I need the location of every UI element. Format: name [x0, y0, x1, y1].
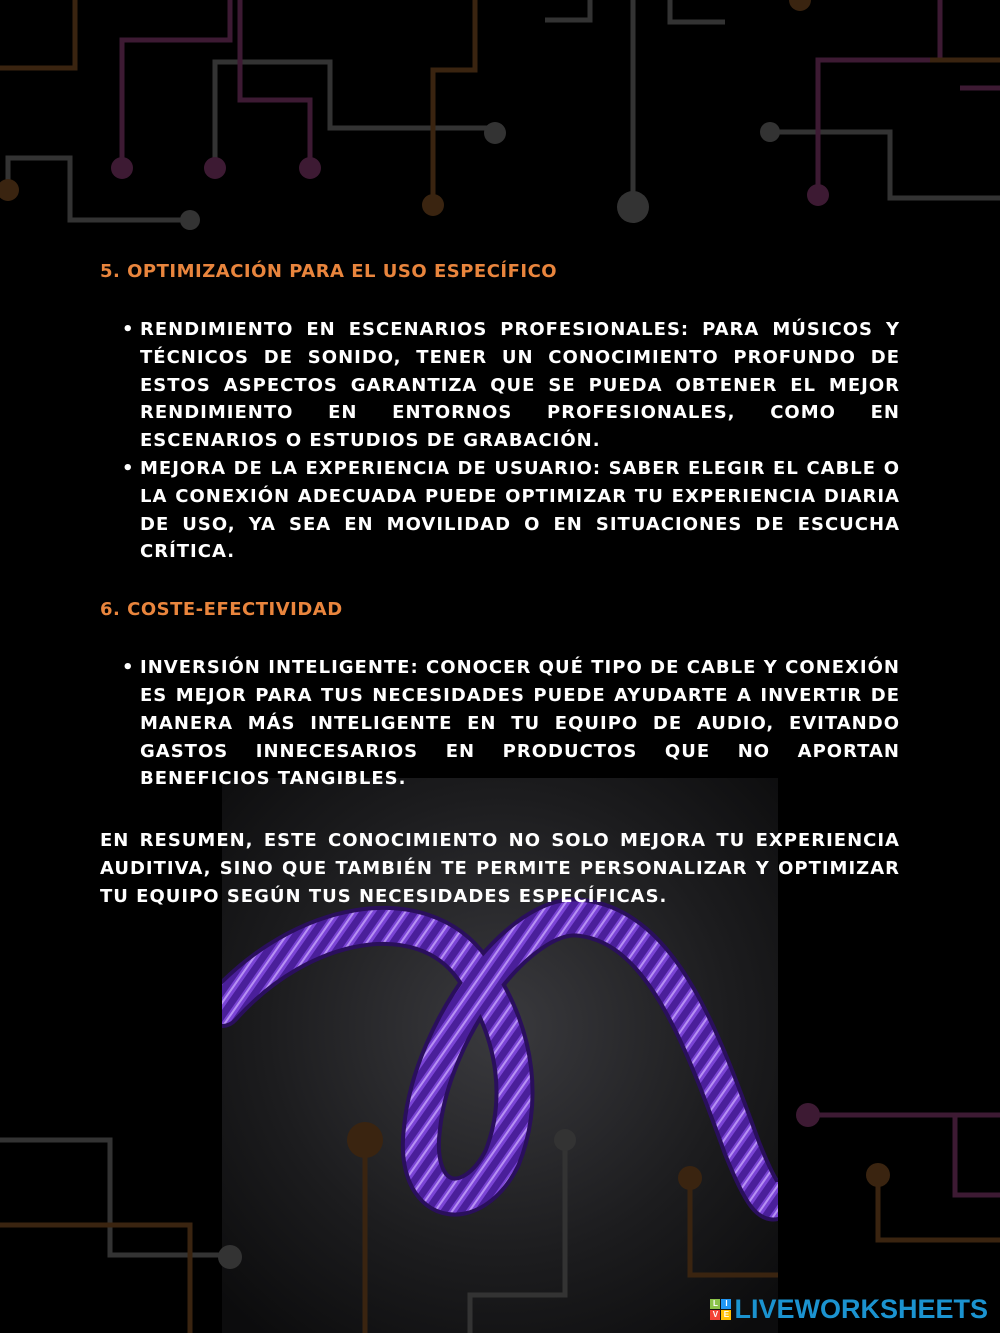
summary-paragraph: EN RESUMEN, ESTE CONOCIMIENTO NO SOLO MEJORA TU EXPERIENCIA AUDITIVA, SINO QUE TAMBIÉN TE PERMITE PERSONALIZAR Y OPTIMIZAR TU EQUIPO SEGÚN TUS NECESIDADES ESPECÍFICAS. [100, 830, 900, 908]
bullet-list-optimization [100, 316, 900, 566]
circuit-decoration-top [0, 0, 1000, 240]
bullet-text: RENDIMIENTO EN ESCENARIOS PROFESIONALES: PARA MÚSICOS Y TÉCNICOS DE SONIDO, TENER UN CONOCIMIENTO PROFUNDO DE ESTOS ASPECTOS GARANTIZA QUE SE PUEDA OBTENER EL MEJOR RENDIMIENTO EN ENTORNOS PROFESIONALES, COMO EN ESCENARIOS O ESTUDIOS DE GRABACIÓN. [140, 319, 900, 452]
bullet-list-cost [100, 654, 900, 793]
bullet-text: INVERSIÓN INTELIGENTE: CONOCER QUÉ TIPO DE CABLE Y CONEXIÓN ES MEJOR PARA TUS NECESIDADES PUEDE AYUDARTE A INVERTIR DE MANERA MÁS INTELIGENTE EN TU EQUIPO DE AUDIO, EVITANDO GASTOS INNECESARIOS EN PRODUCTOS QUE NO APORTAN BENEFICIOS TANGIBLES. [140, 657, 900, 790]
section-heading-cost-effectiveness: 6. COSTE-EFECTIVIDAD [100, 599, 343, 621]
liveworksheets-logo-icon: L I V E [710, 1299, 731, 1320]
bullet-dot: • [122, 457, 135, 479]
section-heading-optimization: 5. OPTIMIZACIÓN PARA EL USO ESPECÍFICO [100, 261, 558, 282]
bullet-professional-performance [100, 316, 900, 455]
bullet-smart-investment [100, 654, 900, 793]
bullet-dot: • [122, 657, 135, 679]
watermark-text: LIVEWORKSHEETS [734, 1294, 988, 1324]
bullet-text: MEJORA DE LA EXPERIENCIA DE USUARIO: SABER ELEGIR EL CABLE O LA CONEXIÓN ADECUADA PUEDE OPTIMIZAR TU EXPERIENCIA DIARIA DE USO, YA SEA EN MOVILIDAD O EN SITUACIONES DE ESCUCHA CRÍTICA. [140, 457, 900, 563]
bullet-dot: • [122, 319, 135, 340]
bullet-user-experience [100, 455, 900, 566]
liveworksheets-watermark [710, 1294, 988, 1325]
document-content [100, 258, 900, 911]
